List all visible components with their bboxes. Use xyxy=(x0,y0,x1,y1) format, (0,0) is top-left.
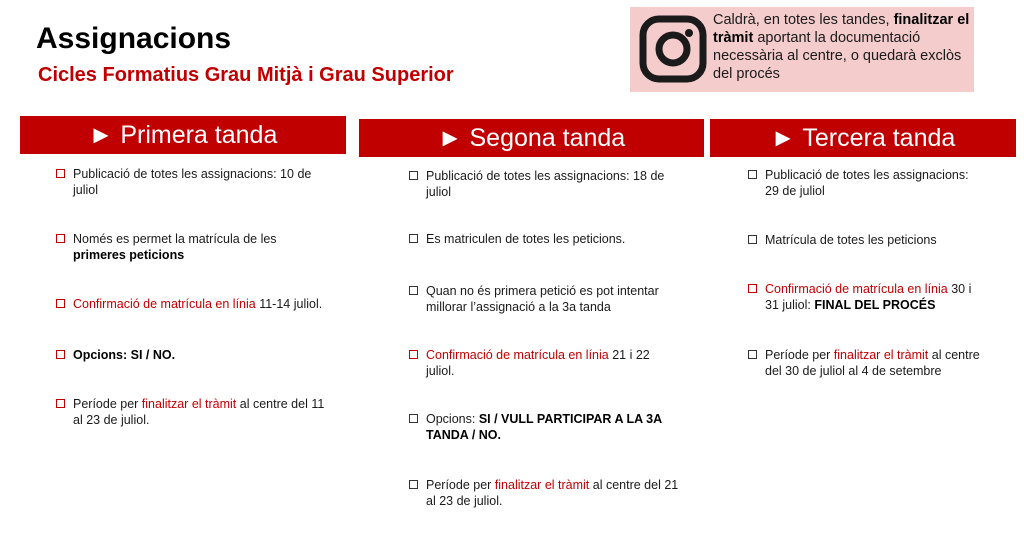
arrow-icon: ► xyxy=(88,120,114,149)
checkbox-icon xyxy=(409,350,418,359)
item-text: 31 juliol: xyxy=(765,298,815,312)
checkbox-icon xyxy=(56,169,65,178)
item-text: 30 i xyxy=(947,282,972,296)
item-text: Període per xyxy=(73,397,142,411)
checkbox-icon xyxy=(56,350,65,359)
column-segona-tanda xyxy=(359,116,704,508)
notice-text xyxy=(713,11,971,83)
item-text: del 30 de juliol al 4 de setembre xyxy=(765,364,942,378)
item-text-bold: SI / VULL PARTICIPAR A LA 3A xyxy=(478,412,663,426)
arrow-icon: ► xyxy=(770,123,796,152)
checkbox-icon xyxy=(409,234,418,243)
column-tercera-tanda xyxy=(710,116,1016,378)
checkbox-icon xyxy=(748,350,757,359)
checkbox-icon xyxy=(56,299,65,308)
checkbox-icon xyxy=(409,414,418,423)
item-text: al 23 de juliol. xyxy=(426,494,503,508)
item-text: Publicació de totes les assignacions: 18 de xyxy=(426,169,665,183)
page-subtitle: Cicles Formatius Grau Mitjà i Grau Superior xyxy=(38,64,454,86)
notice-text-bold: finalitzar el tràmit xyxy=(713,12,970,46)
item-text: Publicació de totes les assignacions: xyxy=(765,168,969,182)
item-text: 29 de juliol xyxy=(765,184,825,198)
checkbox-icon xyxy=(409,286,418,295)
item-text-red: finalitzar el tràmit xyxy=(833,348,929,362)
checkbox-icon xyxy=(56,234,65,243)
item-text: Període per xyxy=(426,478,495,492)
item-text: al 23 de juliol. xyxy=(73,413,150,427)
item-text-bold: Opcions: SI / NO. xyxy=(73,348,176,362)
checkbox-icon xyxy=(748,170,757,179)
item-text: al centre del 21 xyxy=(589,478,679,492)
arrow-icon: ► xyxy=(437,123,463,152)
item-text: 11-14 juliol. xyxy=(255,297,323,311)
item-text-red: Confirmació de matrícula en línia xyxy=(765,282,948,296)
item-text: Publicació de totes les assignacions: 10 de xyxy=(73,167,312,181)
column-header xyxy=(710,119,1016,157)
item-text-bold: primeres peticions xyxy=(73,248,185,262)
item-text: 21 i 22 xyxy=(608,348,650,362)
column-header xyxy=(359,119,704,157)
item-text-bold: TANDA / NO. xyxy=(426,428,501,442)
item-text-red: Confirmació de matrícula en línia xyxy=(426,348,609,362)
notice-box xyxy=(630,7,974,92)
checkbox-icon xyxy=(56,399,65,408)
item-text: Quan no és primera petició es pot intentar xyxy=(426,284,659,298)
item-text: juliol xyxy=(73,183,99,197)
item-text: juliol xyxy=(426,185,452,199)
item-text: al centre xyxy=(928,348,980,362)
column-title: Primera tanda xyxy=(120,120,278,149)
item-text-red: Confirmació de matrícula en línia xyxy=(73,297,256,311)
page-title: Assignacions xyxy=(36,22,232,55)
instagram-icon xyxy=(638,11,708,89)
item-text-red: finalitzar el tràmit xyxy=(141,397,237,411)
checkbox-icon xyxy=(409,171,418,180)
column-primera-tanda xyxy=(20,116,346,427)
notice-text-a: Caldrà, en totes les tandes, xyxy=(713,12,894,28)
item-text: Matrícula de totes les peticions xyxy=(765,233,937,247)
item-text: al centre del 11 xyxy=(236,397,325,411)
checkbox-icon xyxy=(748,284,757,293)
notice-text-c: aportant la documentació necessària al centre, o quedarà exclòs del procés xyxy=(713,30,962,82)
item-text: Es matriculen de totes les peticions. xyxy=(426,232,626,246)
item-text-red: finalitzar el tràmit xyxy=(494,478,590,492)
checkbox-icon xyxy=(748,235,757,244)
column-title: Segona tanda xyxy=(469,123,626,152)
item-text: Només es permet la matrícula de les xyxy=(73,232,277,246)
column-header xyxy=(20,116,346,154)
checkbox-icon xyxy=(409,480,418,489)
item-text-bold: FINAL DEL PROCÉS xyxy=(814,298,936,312)
column-title: Tercera tanda xyxy=(802,123,956,152)
item-text: juliol. xyxy=(426,364,455,378)
item-text: Període per xyxy=(765,348,834,362)
item-text: millorar l’assignació a la 3a tanda xyxy=(426,300,611,314)
item-text: Opcions: xyxy=(426,412,479,426)
